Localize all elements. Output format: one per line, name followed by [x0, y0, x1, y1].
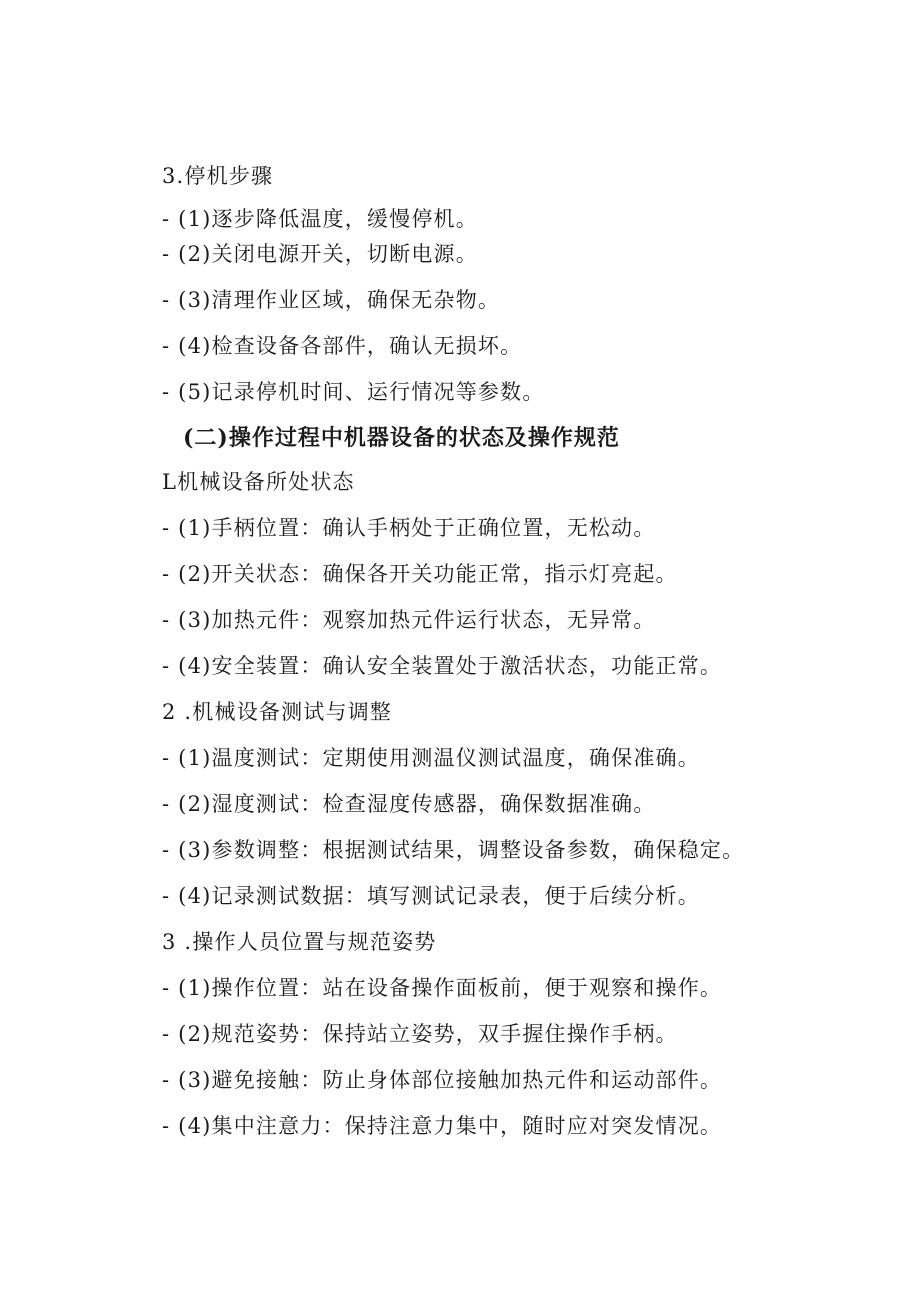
testing-item-1: - (1)温度测试：定期使用测温仪测试温度，确保准确。 [162, 746, 700, 770]
equipment-state-item-4: - (4)安全装置：确认安全装置处于激活状态，功能正常。 [162, 654, 723, 678]
shutdown-step-3: - (3)清理作业区域，确保无杂物。 [162, 288, 501, 312]
part-heading-operation-states: (二)操作过程中机器设备的状态及操作规范 [183, 425, 620, 451]
operator-item-4: - (4)集中注意力：保持注意力集中，随时应对突发情况。 [162, 1114, 723, 1138]
subsection-title-operator-position: 3 .操作人员位置与规范姿势 [162, 930, 437, 954]
section-title-shutdown-steps: 3.停机步骤 [162, 164, 274, 188]
subsection-title-testing-adjustment: 2 .机械设备测试与调整 [162, 700, 393, 724]
shutdown-step-5: - (5)记录停机时间、运行情况等参数。 [162, 380, 545, 404]
equipment-state-item-1: - (1)手柄位置：确认手柄处于正确位置，无松动。 [162, 516, 656, 540]
testing-item-3: - (3)参数调整：根据测试结果，调整设备参数，确保稳定。 [162, 838, 745, 862]
testing-item-2: - (2)湿度测试：检查湿度传感器，确保数据准确。 [162, 792, 656, 816]
shutdown-step-4: - (4)检查设备各部件，确认无损坏。 [162, 334, 523, 358]
equipment-state-item-2: - (2)开关状态：确保各开关功能正常，指示灯亮起。 [162, 562, 678, 586]
operator-item-2: - (2)规范姿势：保持站立姿势，双手握住操作手柄。 [162, 1022, 678, 1046]
shutdown-step-2: - (2)关闭电源开关，切断电源。 [162, 242, 478, 266]
operator-item-1: - (1)操作位置：站在设备操作面板前，便于观察和操作。 [162, 976, 723, 1000]
subsection-title-equipment-state: L机械设备所处状态 [162, 470, 355, 494]
equipment-state-item-3: - (3)加热元件：观察加热元件运行状态，无异常。 [162, 608, 656, 632]
testing-item-4: - (4)记录测试数据：填写测试记录表，便于后续分析。 [162, 884, 700, 908]
shutdown-step-1: - (1)逐步降低温度，缓慢停机。 [162, 207, 478, 231]
operator-item-3: - (3)避免接触：防止身体部位接触加热元件和运动部件。 [162, 1068, 723, 1092]
